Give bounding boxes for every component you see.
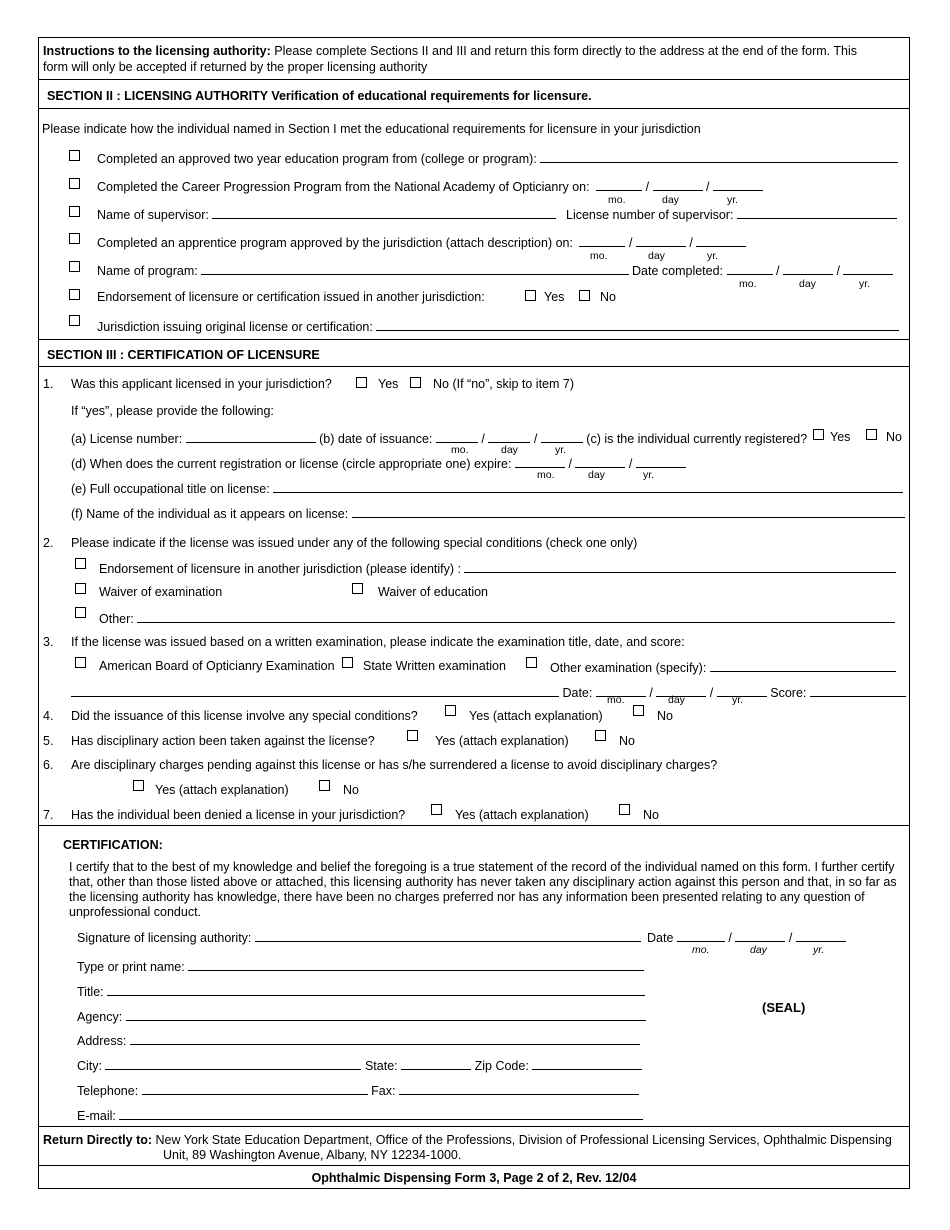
yr-label: yr.	[859, 278, 871, 290]
career-progression-checkbox[interactable]	[69, 178, 80, 189]
yr-label: yr.	[643, 469, 655, 481]
license-number-label: (a) License number:	[71, 432, 183, 446]
apprentice-date-year[interactable]	[696, 234, 746, 247]
waiver-education-label: Waiver of education	[378, 585, 489, 599]
q5-yes-checkbox[interactable]	[407, 730, 418, 741]
slash: /	[645, 180, 650, 194]
q7-text: Has the individual been denied a license in your jurisdiction?	[71, 808, 406, 822]
waiver-exam-checkbox[interactable]	[75, 583, 86, 594]
date-completed-day[interactable]	[783, 262, 833, 275]
exam-score-label: Score:	[770, 686, 807, 700]
q7-no-label: No	[643, 808, 659, 822]
q1-yes-label: Yes	[378, 377, 399, 391]
q5-number: 5.	[43, 734, 54, 748]
jurisdiction-row	[97, 318, 899, 334]
q1-no-checkbox[interactable]	[410, 377, 421, 388]
zip-field[interactable]	[532, 1057, 642, 1070]
two-year-program-checkbox[interactable]	[69, 150, 80, 161]
q1-text: Was this applicant licensed in your jurisdiction?	[71, 377, 332, 391]
section-3-title: SECTION III : CERTIFICATION OF LICENSURE	[47, 348, 320, 362]
other-exam-checkbox[interactable]	[526, 657, 537, 668]
apprentice-date-day[interactable]	[636, 234, 686, 247]
aboe-checkbox[interactable]	[75, 657, 86, 668]
type-name-row	[77, 958, 644, 974]
q6-no-checkbox[interactable]	[319, 780, 330, 791]
instructions-line-2: form will only be accepted if returned by the proper licensing authority	[43, 60, 428, 74]
day-label: day	[662, 194, 679, 206]
section-2-intro: Please indicate how the individual named in Section I met the educational requirements for licensure in your jurisdiction	[42, 122, 701, 136]
day-label: day	[799, 278, 816, 290]
title-field[interactable]	[107, 983, 645, 996]
slash: /	[728, 931, 732, 945]
occupational-title-label: (e) Full occupational title on license:	[71, 482, 270, 496]
certification-title: CERTIFICATION:	[63, 838, 163, 852]
q5-yes-label: Yes (attach explanation)	[435, 734, 569, 748]
jurisdiction-field[interactable]	[376, 318, 899, 331]
mo-label: mo.	[692, 944, 710, 956]
q1-no-label: No (If “no”, skip to item 7)	[433, 377, 575, 391]
issuance-date-label: (b) date of issuance:	[319, 432, 433, 446]
q6-yes-label: Yes (attach explanation)	[155, 783, 289, 797]
issuance-month[interactable]	[436, 430, 478, 443]
city-label: City:	[77, 1059, 102, 1073]
city-row	[77, 1057, 642, 1073]
endorsement-no-label: No	[600, 290, 616, 304]
q2-endorse-checkbox[interactable]	[75, 558, 86, 569]
signature-label: Signature of licensing authority:	[77, 931, 252, 945]
cert-date-row	[647, 929, 846, 945]
certification-line-1: I certify that to the best of my knowledge and belief the foregoing is a true statement of the record of the individual named on this form. I further certify	[69, 860, 895, 874]
two-year-program-row	[97, 150, 898, 166]
divider	[39, 825, 909, 826]
section-2-title: SECTION II : LICENSING AUTHORITY Verification of educational requirements for licensure.	[47, 89, 592, 103]
date-completed-month[interactable]	[727, 262, 773, 275]
slash: /	[709, 686, 714, 700]
career-progression-label: Completed the Career Progression Program from the National Academy of Opticianry on:	[97, 180, 590, 194]
supervisor-license-row	[566, 206, 897, 222]
date-completed-label: Date completed:	[632, 264, 724, 278]
q2-other-row	[99, 610, 895, 626]
day-label: day	[750, 944, 767, 956]
registered-no-checkbox[interactable]	[866, 429, 877, 440]
instructions-line-1	[43, 44, 857, 58]
email-label: E-mail:	[77, 1109, 116, 1123]
q6-no-label: No	[343, 783, 359, 797]
career-progression-row	[97, 178, 763, 194]
issuance-year[interactable]	[541, 430, 583, 443]
other-exam-label: Other examination (specify):	[550, 661, 707, 675]
q5-text: Has disciplinary action been taken against the license?	[71, 734, 375, 748]
state-field[interactable]	[401, 1057, 471, 1070]
city-field[interactable]	[105, 1057, 361, 1070]
state-written-checkbox[interactable]	[342, 657, 353, 668]
address-field[interactable]	[130, 1032, 640, 1045]
q6-yes-checkbox[interactable]	[133, 780, 144, 791]
endorsement-yes-checkbox[interactable]	[525, 290, 536, 301]
license-number-field[interactable]	[186, 430, 316, 443]
endorsement-no-checkbox[interactable]	[579, 290, 590, 301]
yr-label: yr.	[727, 194, 739, 206]
cert-date-year[interactable]	[796, 929, 846, 942]
q4-yes-checkbox[interactable]	[445, 705, 456, 716]
signature-row	[77, 929, 641, 945]
waiver-exam-label: Waiver of examination	[99, 585, 223, 599]
return-address-1: New York State Education Department, Office of the Professions, Division of Professional Licensing Services, Ophthalmic Dispensing	[155, 1133, 892, 1147]
slash: /	[628, 457, 633, 471]
individual-name-label: (f) Name of the individual as it appears on license:	[71, 507, 349, 521]
registered-yes-checkbox[interactable]	[813, 429, 824, 440]
slash: /	[706, 180, 710, 194]
certification-line-4: unprofessional conduct.	[69, 905, 202, 919]
state-written-label: State Written examination	[363, 659, 506, 673]
if-yes-text: If “yes”, please provide the following:	[71, 404, 274, 418]
other-exam-row	[550, 659, 896, 675]
cert-date-day[interactable]	[735, 929, 785, 942]
title-row	[77, 983, 645, 999]
q1-abc-row	[71, 430, 807, 446]
exam-date-label: Date:	[562, 686, 593, 700]
return-address-2: Unit, 89 Washington Avenue, Albany, NY 12234-1000.	[163, 1148, 462, 1162]
career-date-month[interactable]	[596, 178, 642, 191]
day-label: day	[501, 444, 518, 456]
registered-yes-label: Yes	[830, 430, 851, 444]
supervisor-name-label: Name of supervisor:	[97, 208, 209, 222]
address-label: Address:	[77, 1034, 127, 1048]
divider	[39, 366, 909, 367]
q4-no-label: No	[657, 709, 673, 723]
q5-no-checkbox[interactable]	[595, 730, 606, 741]
certification-line-3: the licensing authority has knowledge, there have been no charges preferred nor has any information been presented relating to any question of	[69, 890, 865, 904]
apprentice-date-month[interactable]	[579, 234, 625, 247]
exam-title-field[interactable]	[71, 684, 559, 697]
registered-question: (c) is the individual currently registered?	[586, 432, 808, 446]
q6-text: Are disciplinary charges pending against this license or has s/he surrendered a license to avoid disciplinary charges?	[71, 758, 718, 772]
cert-date-month[interactable]	[677, 929, 725, 942]
expiry-year[interactable]	[636, 455, 686, 468]
q2-other-checkbox[interactable]	[75, 607, 86, 618]
q2-number: 2.	[43, 536, 54, 550]
endorsement-yes-label: Yes	[544, 290, 565, 304]
exam-score-field[interactable]	[810, 684, 906, 697]
agency-field[interactable]	[126, 1008, 646, 1021]
slash: /	[689, 236, 693, 250]
q1-e-row	[71, 480, 903, 496]
telephone-label: Telephone:	[77, 1084, 139, 1098]
issuance-day[interactable]	[488, 430, 530, 443]
address-row	[77, 1032, 640, 1048]
supervisor-license-label: License number of supervisor:	[566, 208, 734, 222]
supervisor-name-field[interactable]	[212, 206, 556, 219]
day-label: day	[648, 250, 665, 262]
slash: /	[776, 264, 780, 278]
q7-yes-label: Yes (attach explanation)	[455, 808, 589, 822]
slash: /	[836, 264, 840, 278]
supervisor-checkbox[interactable]	[69, 206, 80, 217]
mo-label: mo.	[590, 250, 608, 262]
q3-number: 3.	[43, 635, 54, 649]
mo-label: mo.	[451, 444, 469, 456]
telephone-row	[77, 1082, 639, 1098]
two-year-program-label: Completed an approved two year education program from (college or program):	[97, 152, 537, 166]
endorsement-checkbox[interactable]	[69, 289, 80, 300]
apprentice-label: Completed an apprentice program approved by the jurisdiction (attach description) on:	[97, 236, 573, 250]
q4-text: Did the issuance of this license involve any special conditions?	[71, 709, 418, 723]
telephone-field[interactable]	[142, 1082, 368, 1095]
slash: /	[628, 236, 633, 250]
q1-f-row	[71, 505, 905, 521]
q4-number: 4.	[43, 709, 54, 723]
q7-no-checkbox[interactable]	[619, 804, 630, 815]
q2-other-field[interactable]	[137, 610, 895, 623]
waiver-education-checkbox[interactable]	[352, 583, 363, 594]
endorsement-label: Endorsement of licensure or certification issued in another jurisdiction:	[97, 290, 485, 304]
fax-field[interactable]	[399, 1082, 639, 1095]
state-label: State:	[364, 1059, 398, 1073]
q6-number: 6.	[43, 758, 54, 772]
zip-label: Zip Code:	[474, 1059, 529, 1073]
two-year-program-field[interactable]	[540, 150, 898, 163]
divider	[39, 1165, 909, 1166]
day-label: day	[668, 694, 685, 706]
mo-label: mo.	[607, 694, 625, 706]
type-name-field[interactable]	[188, 958, 644, 971]
mo-label: mo.	[739, 278, 757, 290]
divider	[39, 1126, 909, 1127]
slash: /	[568, 457, 572, 471]
apprentice-checkbox[interactable]	[69, 233, 80, 244]
q2-endorse-field[interactable]	[464, 560, 896, 573]
q5-no-label: No	[619, 734, 635, 748]
divider	[39, 339, 909, 340]
q2-other-label: Other:	[99, 612, 134, 626]
supervisor-license-field[interactable]	[737, 206, 897, 219]
certification-line-2: that, other than those listed above or attached, this licensing authority has never taken any disciplinary action against this person and that, in so far as	[69, 875, 897, 889]
instructions-text-1: Please complete Sections II and III and return this form directly to the address at the end of the form. This	[274, 44, 857, 58]
yr-label: yr.	[732, 694, 744, 706]
seal-text: (SEAL)	[762, 1000, 806, 1015]
title-label: Title:	[77, 985, 104, 999]
cert-date-label: Date	[647, 931, 674, 945]
yr-label: yr.	[813, 944, 825, 956]
email-field[interactable]	[119, 1107, 643, 1120]
individual-name-field[interactable]	[352, 505, 905, 518]
occupational-title-field[interactable]	[273, 480, 903, 493]
footer: Ophthalmic Dispensing Form 3, Page 2 of 2, Rev. 12/04	[311, 1171, 637, 1185]
program-name-label: Name of program:	[97, 264, 198, 278]
signature-field[interactable]	[255, 929, 641, 942]
slash: /	[481, 432, 485, 446]
mo-label: mo.	[608, 194, 626, 206]
registered-no-label: No	[886, 430, 902, 444]
jurisdiction-checkbox[interactable]	[69, 315, 80, 326]
slash: /	[788, 931, 793, 945]
program-name-field[interactable]	[201, 262, 629, 275]
aboe-label: American Board of Opticianry Examination	[99, 659, 335, 673]
q7-yes-checkbox[interactable]	[431, 804, 442, 815]
exam-date-score-row	[71, 684, 906, 700]
yr-label: yr.	[555, 444, 567, 456]
instructions-label: Instructions to the licensing authority:	[43, 44, 271, 58]
jurisdiction-label: Jurisdiction issuing original license or certification:	[97, 320, 373, 334]
career-date-day[interactable]	[653, 178, 703, 191]
return-line-1	[43, 1133, 892, 1147]
expiry-day[interactable]	[575, 455, 625, 468]
mo-label: mo.	[537, 469, 555, 481]
q7-number: 7.	[43, 808, 54, 822]
supervisor-name-row	[97, 206, 556, 222]
q1-yes-checkbox[interactable]	[356, 377, 367, 388]
q2-endorse-label: Endorsement of licensure in another jurisdiction (please identify) :	[99, 562, 461, 576]
q2-endorse-row	[99, 560, 896, 576]
career-date-year[interactable]	[713, 178, 763, 191]
q2-text: Please indicate if the license was issued under any of the following special conditions (check one only)	[71, 536, 638, 550]
email-row	[77, 1107, 643, 1123]
expiry-label: (d) When does the current registration or license (circle appropriate one) expire:	[71, 457, 512, 471]
day-label: day	[588, 469, 605, 481]
date-completed-year[interactable]	[843, 262, 893, 275]
slash: /	[533, 432, 538, 446]
program-name-row	[97, 262, 629, 278]
slash: /	[649, 686, 653, 700]
other-exam-field[interactable]	[710, 659, 896, 672]
yr-label: yr.	[707, 250, 719, 262]
licensure-form	[38, 37, 910, 1189]
return-label: Return Directly to:	[43, 1133, 153, 1147]
apprentice-row	[97, 234, 746, 250]
expiry-month[interactable]	[515, 455, 565, 468]
divider	[39, 108, 909, 109]
type-name-label: Type or print name:	[77, 960, 185, 974]
divider	[39, 79, 909, 80]
date-completed-row	[632, 262, 893, 278]
q1-number: 1.	[43, 377, 54, 391]
fax-label: Fax:	[371, 1084, 396, 1098]
q3-text: If the license was issued based on a written examination, please indicate the examination title, date, and score:	[71, 635, 685, 649]
agency-row	[77, 1008, 646, 1024]
q4-no-checkbox[interactable]	[633, 705, 644, 716]
agency-label: Agency:	[77, 1010, 123, 1024]
q4-yes-label: Yes (attach explanation)	[469, 709, 603, 723]
program-checkbox[interactable]	[69, 261, 80, 272]
